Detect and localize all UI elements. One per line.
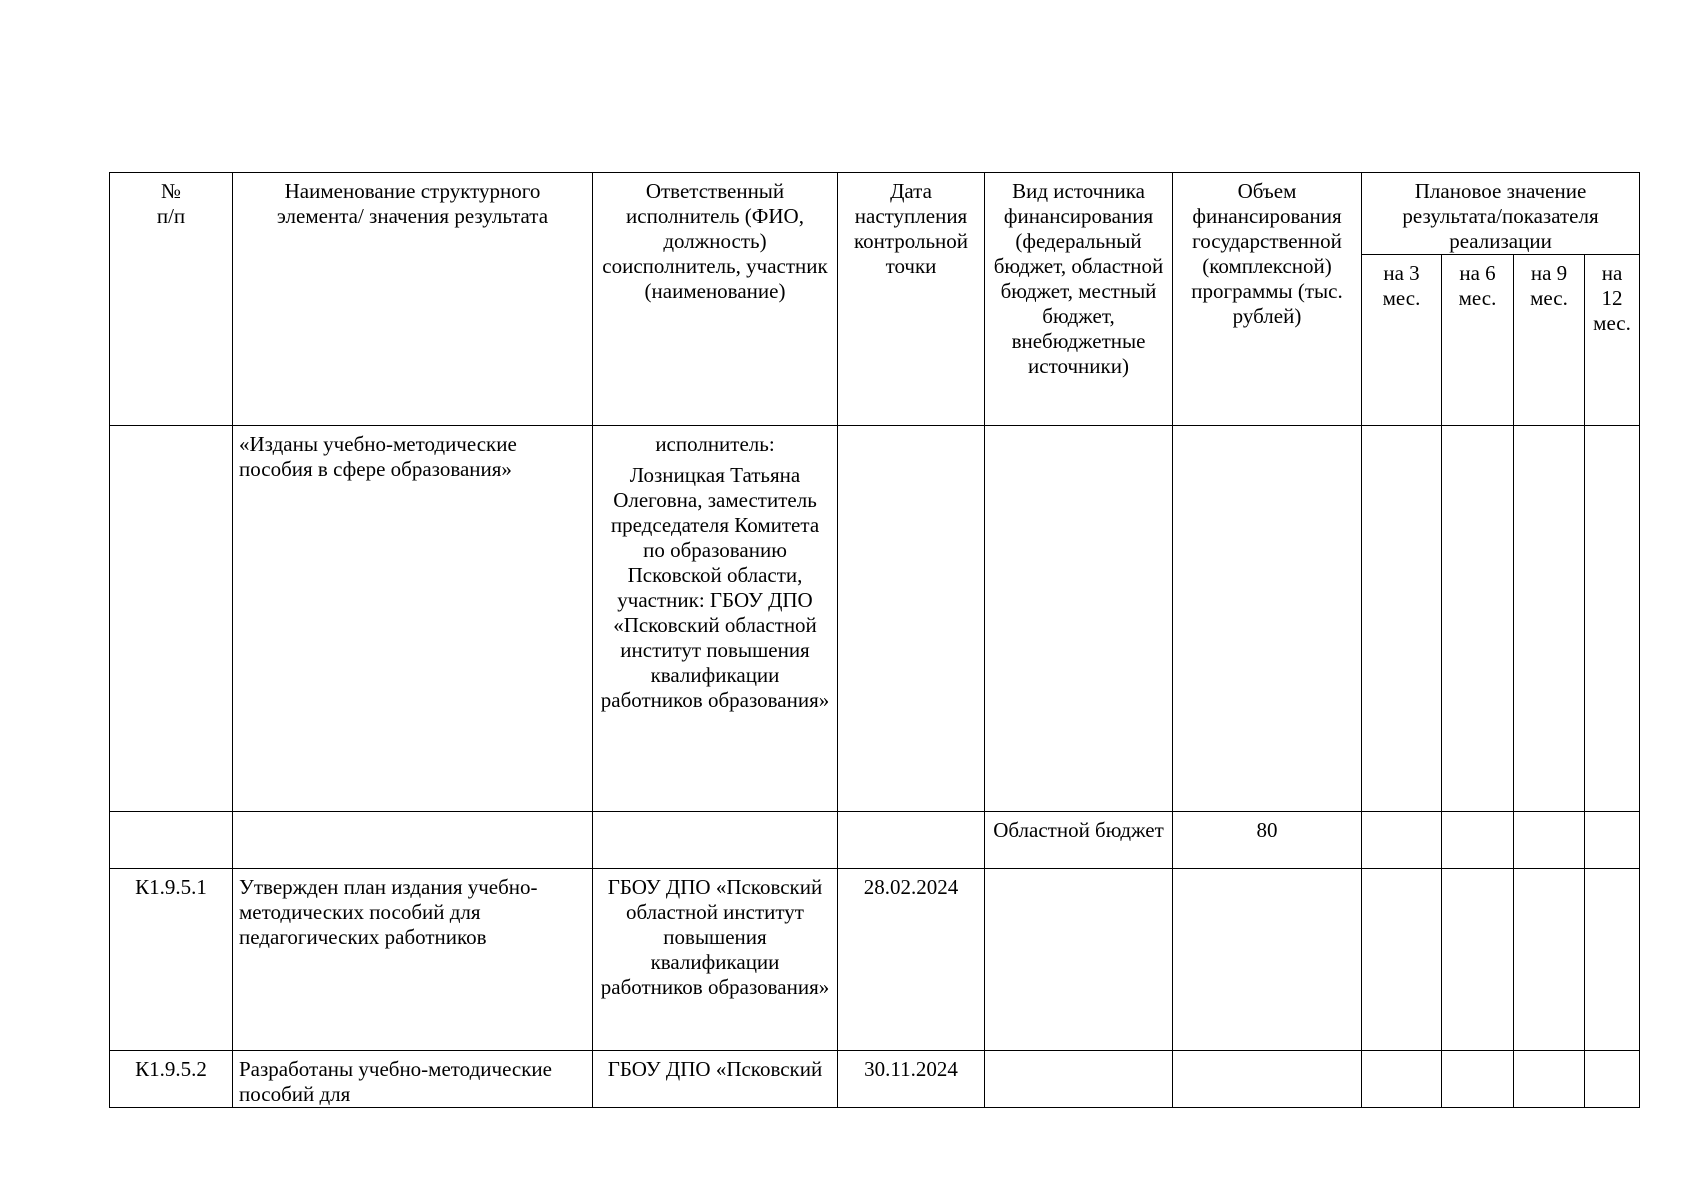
cell-m3 <box>1362 812 1442 869</box>
table-row <box>110 812 1640 869</box>
cell-num <box>110 812 233 869</box>
cell-responsible: ГБОУ ДПО «Псковский <box>593 1051 838 1108</box>
plan-table <box>109 172 1640 1108</box>
cell-m12 <box>1585 1051 1640 1108</box>
cell-date <box>838 812 985 869</box>
header-planned: Плановое значение результата/показателя реализации <box>1362 173 1640 255</box>
header-m12: на 12 мес. <box>1585 255 1640 426</box>
cell-name: «Изданы учебно-методические пособия в сфере образования» <box>233 426 593 812</box>
header-volume: Объем финансирования государственной (комплексной) программы (тыс. рублей) <box>1173 173 1362 426</box>
cell-m9 <box>1514 812 1585 869</box>
cell-source <box>985 869 1173 1051</box>
cell-m9 <box>1514 1051 1585 1108</box>
table-row <box>110 869 1640 1051</box>
cell-num <box>110 426 233 812</box>
cell-m6 <box>1442 812 1514 869</box>
header-m9: на 9 мес. <box>1514 255 1585 426</box>
header-m3: на 3 мес. <box>1362 255 1442 426</box>
responsible-text: Лозницкая Татьяна Олеговна, заместитель председателя Комитета по образованию Псковской области, участник: ГБОУ ДПО «Псковский областной институт повышения квалификации работников образования» <box>600 463 830 712</box>
cell-volume <box>1173 426 1362 812</box>
cell-name: Утвержден план издания учебно-методических пособий для педагогических работников <box>233 869 593 1051</box>
cell-num: К1.9.5.2 <box>110 1051 233 1108</box>
header-num: № п/п <box>110 173 233 426</box>
cell-m6 <box>1442 1051 1514 1108</box>
cell-source: Областной бюджет <box>985 812 1173 869</box>
cell-responsible: ГБОУ ДПО «Псковский областной институт повышения квалификации работников образования» <box>593 869 838 1051</box>
cell-responsible <box>593 812 838 869</box>
cell-volume <box>1173 869 1362 1051</box>
cell-m9 <box>1514 869 1585 1051</box>
cell-m9 <box>1514 426 1585 812</box>
cell-m3 <box>1362 1051 1442 1108</box>
cell-name <box>233 812 593 869</box>
cell-volume: 80 <box>1173 812 1362 869</box>
header-m6: на 6 мес. <box>1442 255 1514 426</box>
cell-m6 <box>1442 869 1514 1051</box>
cell-volume <box>1173 1051 1362 1108</box>
cell-source <box>985 1051 1173 1108</box>
responsible-label: исполнитель: <box>655 432 775 456</box>
cell-num: К1.9.5.1 <box>110 869 233 1051</box>
table-row <box>110 426 1640 812</box>
header-source: Вид источника финансирования (федеральный бюджет, областной бюджет, местный бюджет, внебюджетные источники) <box>985 173 1173 426</box>
cell-m12 <box>1585 426 1640 812</box>
header-date: Дата наступления контрольной точки <box>838 173 985 426</box>
cell-date: 28.02.2024 <box>838 869 985 1051</box>
cell-responsible <box>593 426 838 812</box>
cell-date <box>838 426 985 812</box>
header-name: Наименование структурного элемента/ значения результата <box>233 173 593 426</box>
cell-date: 30.11.2024 <box>838 1051 985 1108</box>
cell-m3 <box>1362 426 1442 812</box>
cell-m12 <box>1585 869 1640 1051</box>
cell-source <box>985 426 1173 812</box>
cell-m6 <box>1442 426 1514 812</box>
cell-name: Разработаны учебно-методические пособий для <box>233 1051 593 1108</box>
header-responsible: Ответственный исполнитель (ФИО, должность) соисполнитель, участник (наименование) <box>593 173 838 426</box>
cell-m12 <box>1585 812 1640 869</box>
cell-m3 <box>1362 869 1442 1051</box>
table-row <box>110 1051 1640 1108</box>
